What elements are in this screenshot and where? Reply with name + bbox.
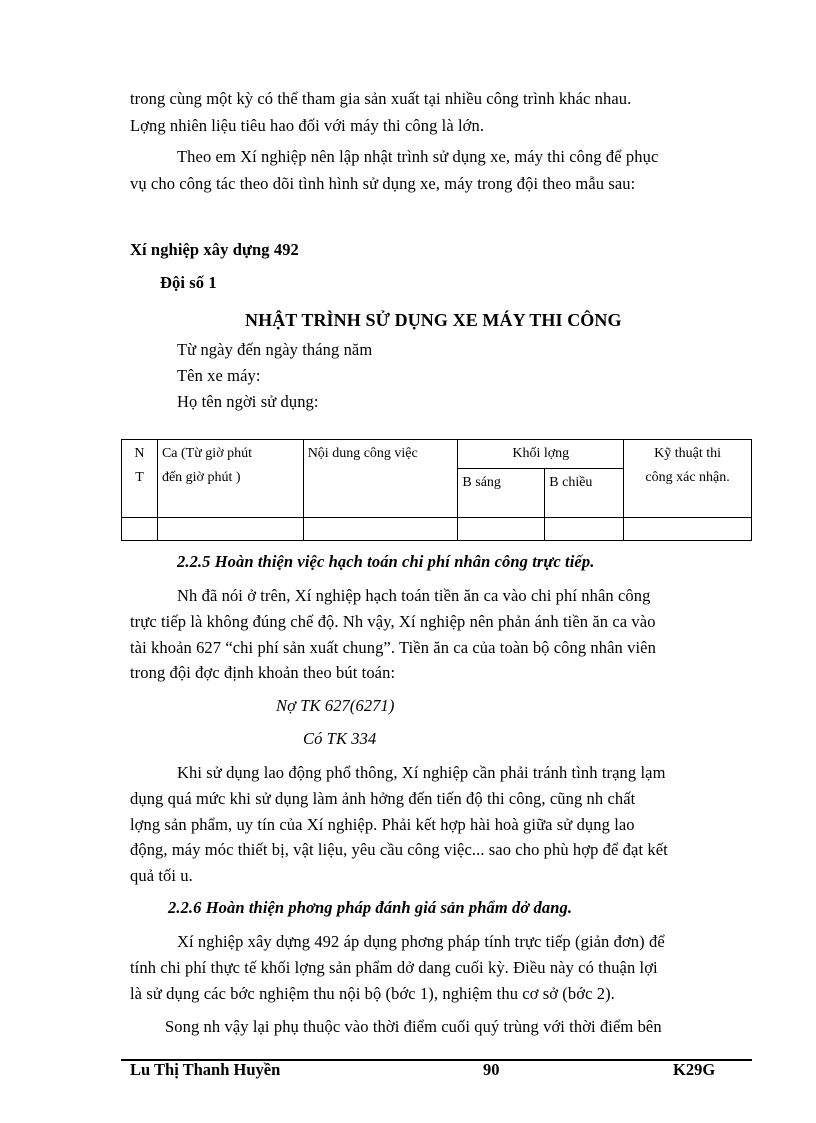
header-afternoon: B chiều [545, 469, 624, 518]
header-nt [122, 440, 158, 518]
header-shift-line1: Ca (Từ giờ phút [161, 446, 252, 461]
table-cell [545, 518, 624, 541]
header-shift [157, 440, 303, 518]
header-nt-line1: N [134, 446, 145, 461]
header-tech-line1: Kỹ thuật thi [654, 446, 722, 461]
section-heading-2-2-6: 2.2.6 Hoàn thiện phơng pháp đánh giá sản phẩm dở dang. [168, 898, 573, 917]
form-team: Đội số 1 [160, 273, 217, 292]
paragraph-line: Theo em Xí nghiệp nên lập nhật trình sử dụng xe, máy thi công để phục [177, 147, 659, 166]
paragraph-line: trực tiếp là không đúng chế độ. Nh vậy, Xí nghiệp nên phản ánh tiền ăn ca vào [130, 612, 656, 631]
header-morning: B sáng [458, 469, 545, 518]
paragraph-line: Song nh vậy lại phụ thuộc vào thời điểm cuối quý trùng với thời điểm bên [165, 1017, 662, 1036]
paragraph-line: quả tối u. [130, 866, 193, 885]
machine-log-table [121, 439, 752, 541]
paragraph-line: Nh đã nói ở trên, Xí nghiệp hạch toán tiền ăn ca vào chi phí nhân công [177, 586, 651, 605]
table-cell [458, 518, 545, 541]
table-header-row [122, 440, 752, 469]
paragraph-line: dụng quá mức khi sử dụng làm ảnh hởng đến tiến độ thi công, cũng nh chất [130, 789, 636, 808]
paragraph-line: trong đội đợc định khoản theo bút toán: [130, 663, 396, 682]
paragraph-line: lợng sản phẩm, uy tín của Xí nghiệp. Phải kết hợp hài hoà giữa sử dụng lao [130, 815, 635, 834]
paragraph-line: động, máy móc thiết bị, vật liệu, yêu cầu công việc... sao cho phù hợp để đạt kết [130, 840, 668, 859]
journal-entry-debit: Nợ TK 627(6271) [276, 696, 395, 715]
paragraph-line: tài khoản 627 “chi phí sản xuất chung”. Tiền ăn ca của toàn bộ công nhân viên [130, 638, 656, 657]
header-tech-line2: công xác nhận. [645, 470, 730, 485]
paragraph-line: là sử dụng các bớc nghiệm thu nội bộ (bớc 1), nghiệm thu cơ sở (bớc 2). [130, 984, 615, 1003]
footer-page-number: 90 [483, 1060, 500, 1079]
header-nt-line2: T [135, 470, 144, 485]
form-machine-line: Tên xe máy: [177, 366, 261, 385]
footer-author: Lu Thị Thanh Huyền [130, 1060, 281, 1079]
table-row [122, 518, 752, 541]
form-user-line: Họ tên ngời sử dụng: [177, 392, 319, 411]
header-work-content: Nội dung công việc [303, 440, 458, 518]
header-volume: Khối lợng [458, 440, 624, 469]
paragraph-line: Lợng nhiên liệu tiêu hao đối với máy thi công là lớn. [130, 116, 485, 135]
form-date-line: Từ ngày đến ngày tháng năm [177, 340, 373, 359]
table-cell [122, 518, 158, 541]
paragraph-line: trong cùng một kỳ có thể tham gia sản xuất tại nhiều công trình khác nhau. [130, 89, 632, 108]
form-title: NHẬT TRÌNH SỬ DỤNG XE MÁY THI CÔNG [245, 310, 622, 330]
section-heading-2-2-5: 2.2.5 Hoàn thiện việc hạch toán chi phí nhân công trực tiếp. [177, 552, 595, 571]
table-cell [303, 518, 458, 541]
paragraph-line: tính chi phí thực tế khối lợng sản phẩm dở dang cuối kỳ. Điều này có thuận lợi [130, 958, 658, 977]
table-cell [624, 518, 752, 541]
table-cell [157, 518, 303, 541]
paragraph-line: vụ cho công tác theo dõi tình hình sử dụng xe, máy trong đội theo mẫu sau: [130, 174, 636, 193]
form-organization: Xí nghiệp xây dựng 492 [130, 240, 299, 259]
paragraph-line: Khi sử dụng lao động phổ thông, Xí nghiệp cần phải tránh tình trạng lạm [177, 763, 666, 782]
paragraph-line: Xí nghiệp xây dựng 492 áp dụng phơng pháp tính trực tiếp (giản đơn) để [177, 932, 665, 951]
header-shift-line2: đến giờ phút ) [161, 470, 241, 485]
footer-class-code: K29G [673, 1060, 716, 1079]
header-tech-confirm [624, 440, 752, 518]
journal-entry-credit: Có TK 334 [303, 729, 377, 748]
